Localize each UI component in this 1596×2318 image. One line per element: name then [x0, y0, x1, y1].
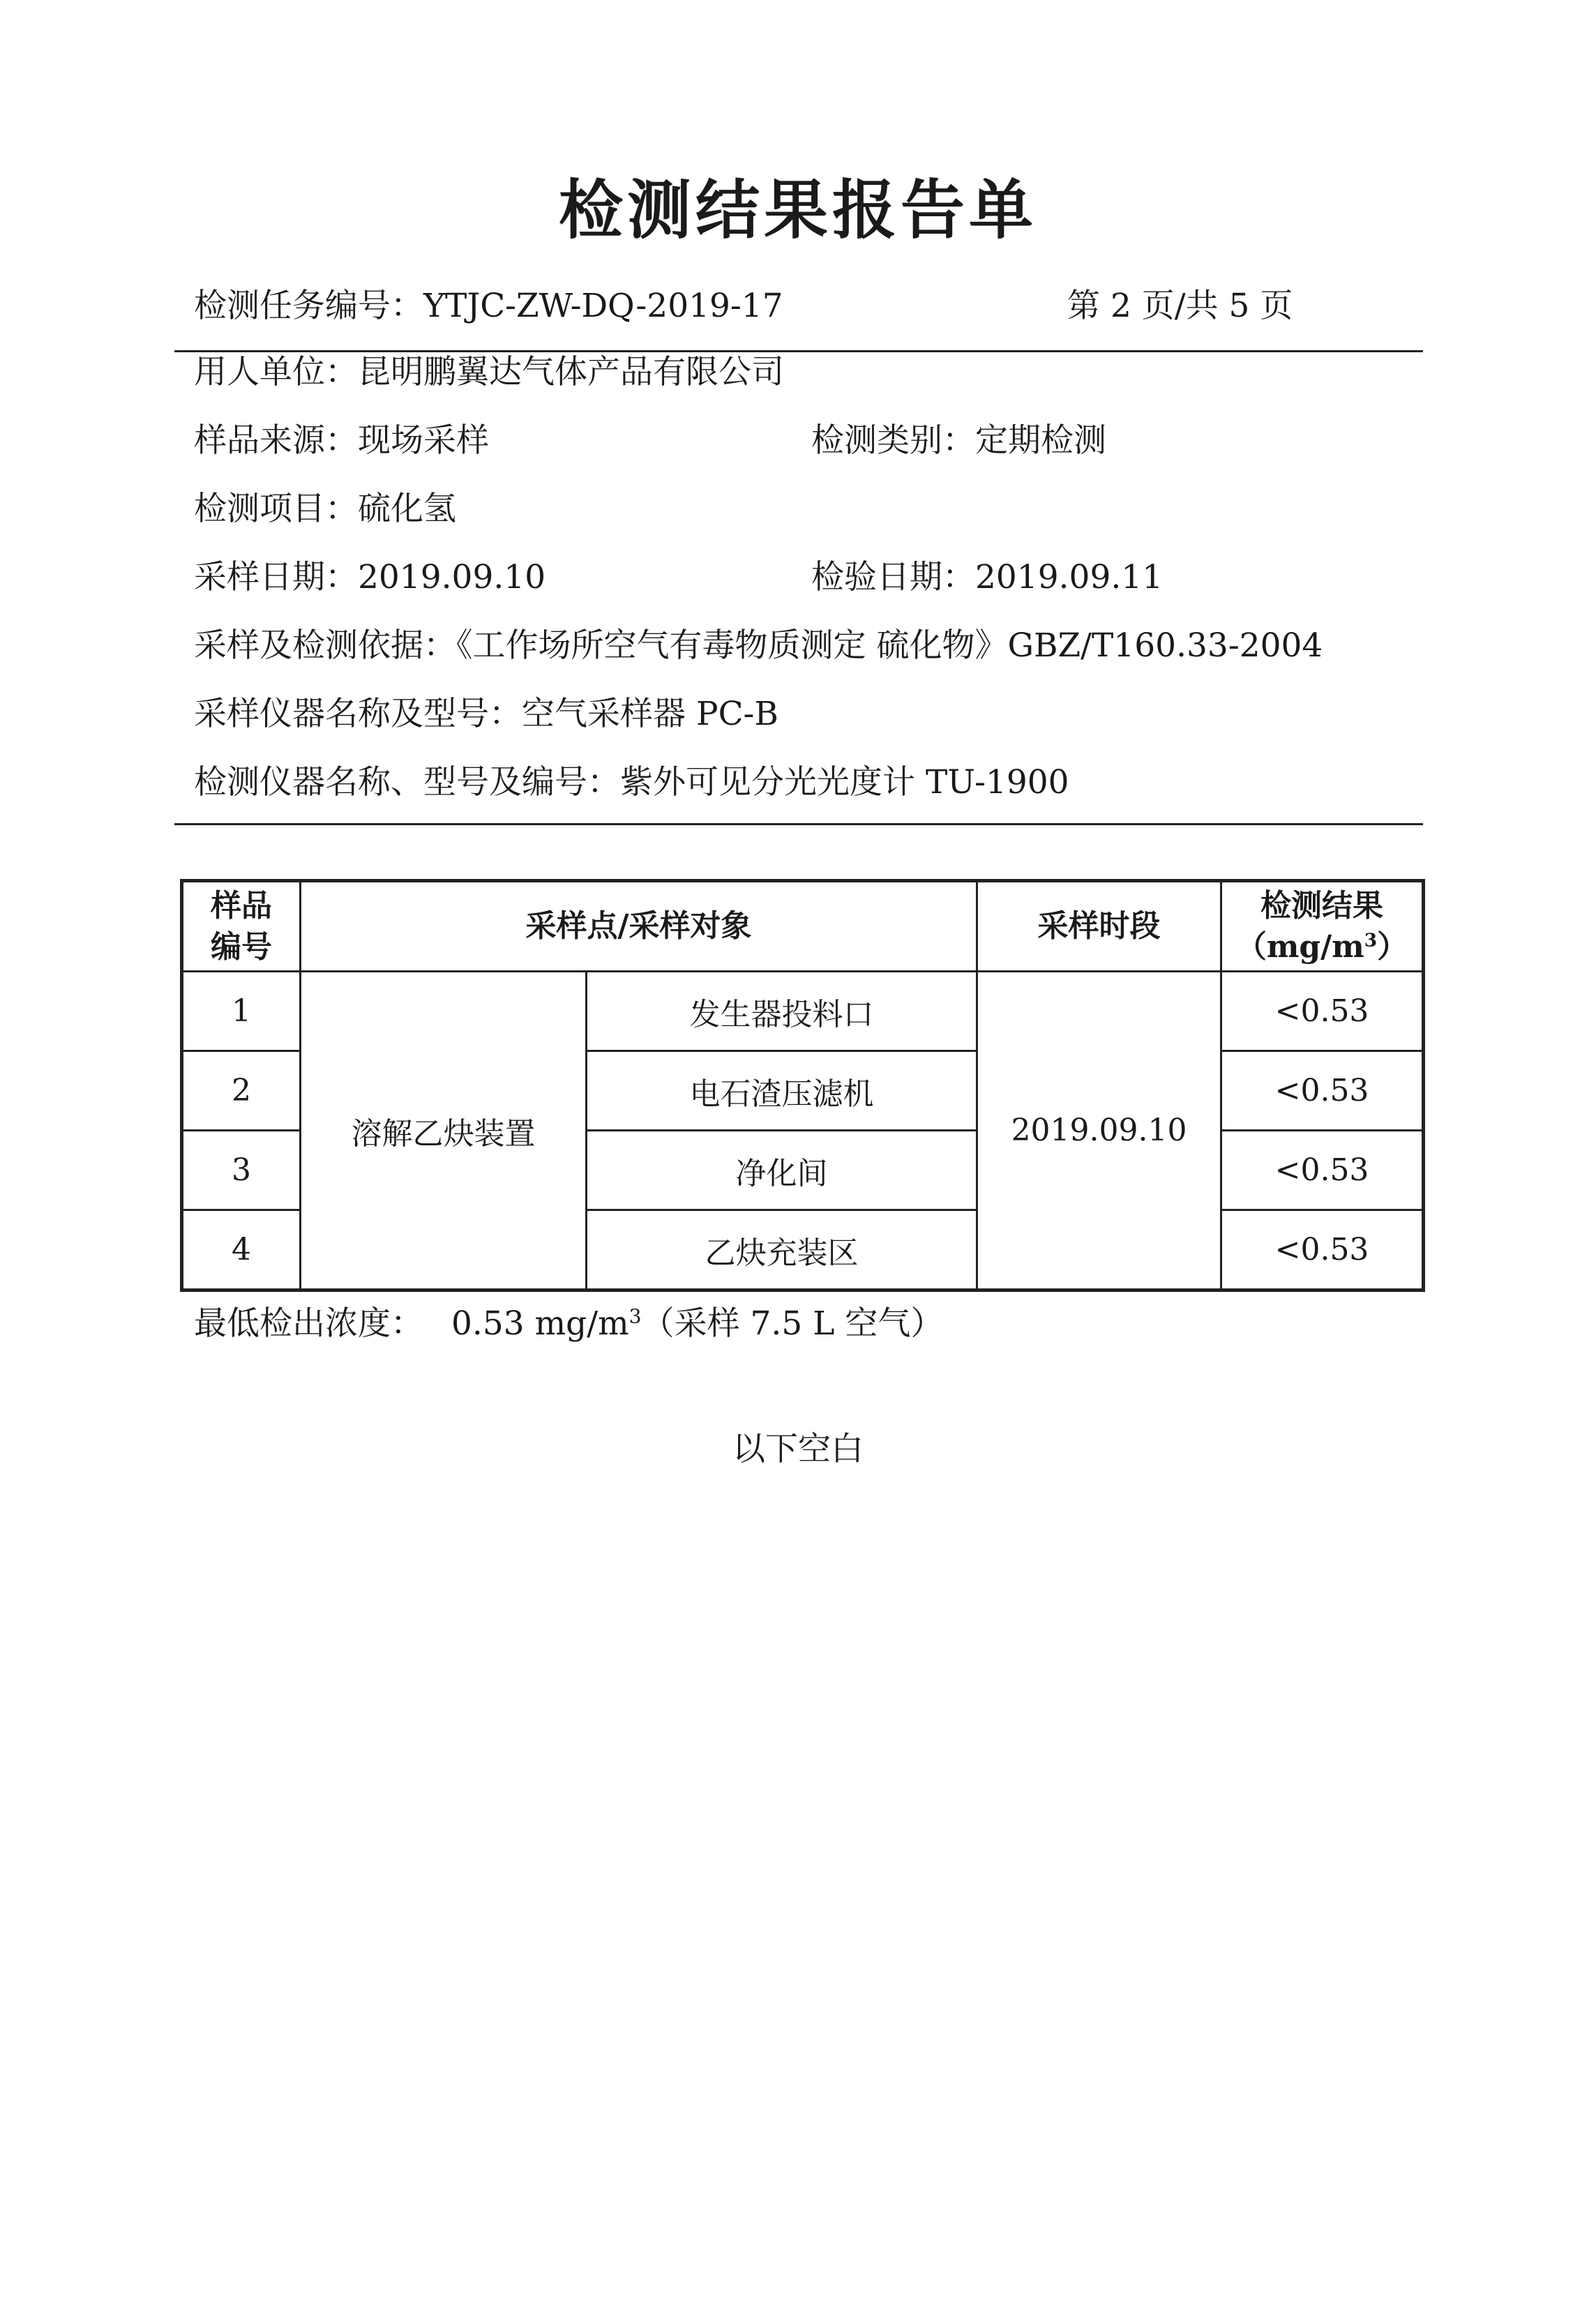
- header-divider: [174, 350, 1423, 352]
- header-result-unit: $(mg/m^3)$: [1235, 929, 1408, 965]
- sample-no-cell: 3: [182, 1131, 301, 1210]
- header-sampling-point: 采样点/采样对象: [301, 881, 977, 972]
- detection-limit-label: 最低检出浓度：: [194, 1304, 423, 1343]
- header-result-line1: 检测结果: [1260, 887, 1384, 924]
- blank-below-note: 以下空白: [732, 1430, 864, 1468]
- result-cell: <0.53: [1221, 1210, 1424, 1290]
- header-sample-no: [182, 881, 301, 972]
- sample-source: 样品来源：现场采样: [194, 421, 489, 460]
- header-sample-no-line2: 编号: [211, 929, 272, 965]
- point-cell: 乙炔充装区: [587, 1210, 977, 1290]
- sample-no-cell: 1: [182, 972, 301, 1051]
- test-instrument: 检测仪器名称、型号及编号：紫外可见分光光度计 TU-1900: [194, 763, 1069, 801]
- page-indicator: 第 2 页/共 5 页: [1067, 287, 1293, 325]
- meta-divider: [174, 823, 1423, 825]
- period-cell: 2019.09.10: [977, 972, 1221, 1290]
- client-unit: 用人单位：昆明鹏翼达气体产品有限公司: [194, 353, 784, 391]
- group-cell: 溶解乙炔装置: [301, 972, 587, 1290]
- detection-limit-note: （采样 7.5 L 空气）: [641, 1304, 944, 1343]
- header-result: [1221, 881, 1424, 972]
- table-header-row: [182, 881, 1424, 972]
- detection-limit-value: 0.53 mg/m: [451, 1304, 629, 1343]
- result-cell: <0.53: [1221, 1131, 1424, 1210]
- test-basis: 采样及检测依据：《工作场所空气有毒物质测定 硫化物》GBZ/T160.33-2004: [194, 626, 1323, 665]
- point-cell: 净化间: [587, 1131, 977, 1210]
- header-sampling-period: 采样时段: [977, 881, 1221, 972]
- point-cell: 电石渣压滤机: [587, 1051, 977, 1131]
- task-number: 检测任务编号：YTJC-ZW-DQ-2019-17: [194, 287, 783, 325]
- result-cell: <0.53: [1221, 1051, 1424, 1131]
- point-cell: 发生器投料口: [587, 972, 977, 1051]
- inspection-date: 检验日期：2019.09.11: [811, 558, 1164, 596]
- result-cell: <0.53: [1221, 972, 1424, 1051]
- detection-limit-unit-sup: 3: [628, 1304, 642, 1328]
- sampling-instrument: 采样仪器名称及型号：空气采样器 PC-B: [194, 695, 778, 733]
- report-title: 检测结果报告单: [558, 172, 1037, 248]
- test-item: 检测项目：硫化氢: [194, 490, 456, 528]
- sample-no-cell: 2: [182, 1051, 301, 1131]
- header-sample-no-line1: 样品: [211, 887, 272, 924]
- results-table: [180, 879, 1425, 1292]
- test-type: 检测类别：定期检测: [811, 421, 1106, 460]
- table-row: [182, 972, 1424, 1051]
- sampling-date: 采样日期：2019.09.10: [194, 558, 546, 596]
- detection-limit: [194, 1297, 943, 1344]
- sample-no-cell: 4: [182, 1210, 301, 1290]
